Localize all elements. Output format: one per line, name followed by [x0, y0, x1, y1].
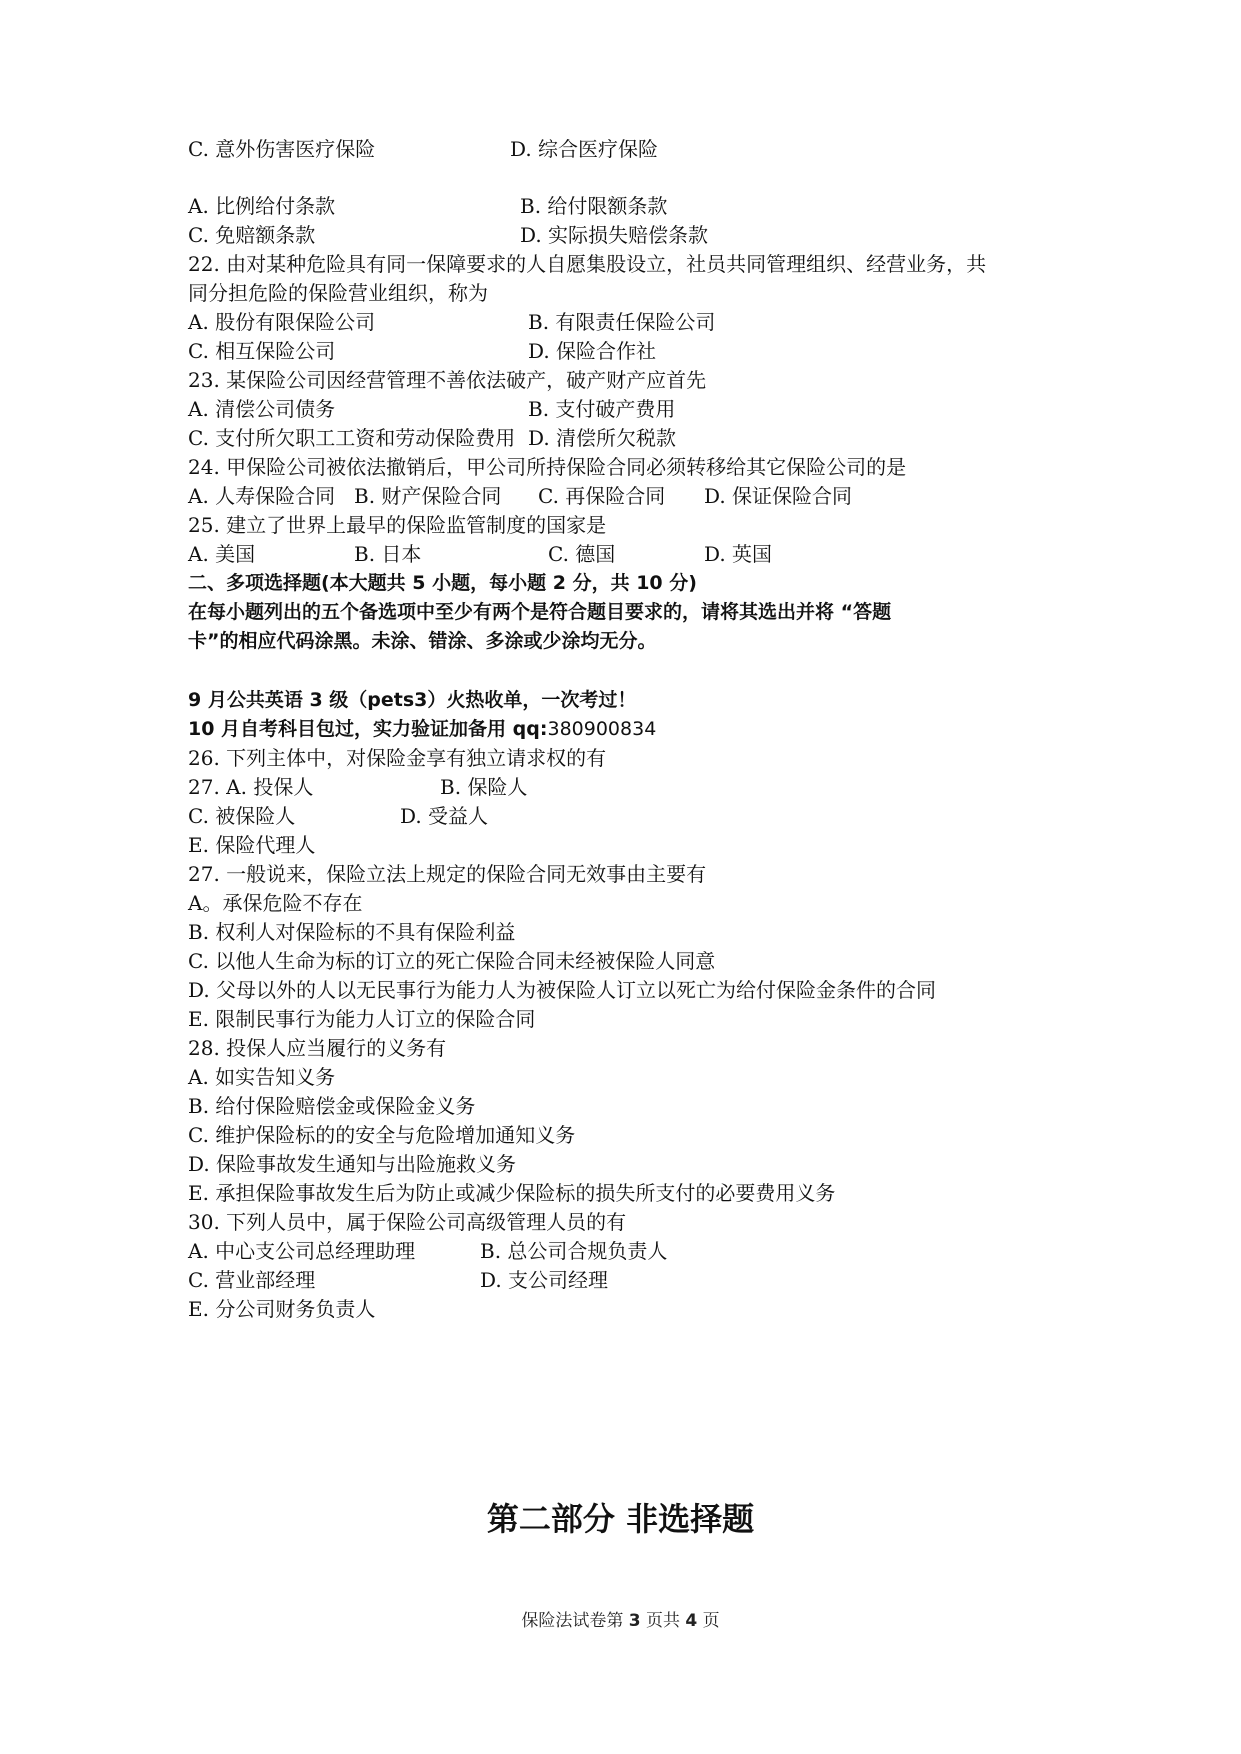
q25-option-a: A. 美国	[188, 542, 256, 566]
q21-option-a: A. 比例给付条款	[188, 194, 336, 218]
page-footer	[0, 1609, 1241, 1633]
q25-option-b: B. 日本	[354, 542, 422, 566]
q25-option-c: C. 德国	[548, 542, 616, 566]
section-2-instructions-line-2: 卡”的相应代码涂黑。未涂、错涂、多涂或少涂均无分。	[188, 630, 657, 652]
q30-option-b: B. 总公司合规负责人	[480, 1239, 668, 1263]
q27-option-b: B. 权利人对保险标的不具有保险利益	[188, 920, 516, 944]
q28-stem: 28. 投保人应当履行的义务有	[188, 1036, 447, 1060]
q22-stem-line-1: 22. 由对某种危险具有同一保障要求的人自愿集股设立，社员共同管理组织、经营业务，共	[188, 252, 987, 276]
footer-prefix: 保险法试卷第	[521, 1611, 629, 1631]
q24-option-d: D. 保证保险合同	[704, 484, 853, 508]
q23-option-b: B. 支付破产费用	[528, 397, 676, 421]
ad-line-1: 9 月公共英语 3 级（pets3）火热收单，一次考过！	[188, 689, 637, 711]
q28-option-d: D. 保险事故发生通知与出险施救义务	[188, 1152, 517, 1176]
q27-option-c: C. 以他人生命为标的订立的死亡保险合同未经被保险人同意	[188, 949, 716, 973]
footer-page-number: 3	[628, 1611, 641, 1631]
q26-option-c: C. 被保险人	[188, 804, 296, 828]
q24-option-b: B. 财产保险合同	[354, 484, 502, 508]
q20-option-c: C. 意外伤害医疗保险	[188, 137, 376, 161]
q24-option-c: C. 再保险合同	[538, 484, 666, 508]
q26-option-e: E. 保险代理人	[188, 833, 316, 857]
q30-stem: 30. 下列人员中，属于保险公司高级管理人员的有	[188, 1210, 627, 1234]
q22-stem-line-2: 同分担危险的保险营业组织，称为	[188, 281, 488, 305]
q21-option-c: C. 免赔额条款	[188, 223, 316, 247]
q26-option-a: 27. A. 投保人	[188, 775, 314, 799]
q26-option-d: D. 受益人	[400, 804, 489, 828]
q30-option-d: D. 支公司经理	[480, 1268, 609, 1292]
q20-option-d: D. 综合医疗保险	[510, 137, 659, 161]
q25-stem: 25. 建立了世界上最早的保险监管制度的国家是	[188, 513, 607, 537]
footer-suffix: 页	[697, 1611, 720, 1631]
q28-option-e: E. 承担保险事故发生后为防止或减少保险标的损失所支付的必要费用义务	[188, 1181, 836, 1205]
q27-option-a: A。承保危险不存在	[188, 891, 363, 915]
footer-middle: 页共	[640, 1611, 686, 1631]
section-2-title: 二、多项选择题(本大题共 5 小题，每小题 2 分，共 10 分)	[188, 572, 697, 594]
section-2-instructions-line-1: 在每小题列出的五个备选项中至少有两个是符合题目要求的，请将其选出并将 “答题	[188, 601, 892, 623]
q27-option-e: E. 限制民事行为能力人订立的保险合同	[188, 1007, 536, 1031]
footer-total-pages: 4	[685, 1611, 698, 1631]
q28-option-c: C. 维护保险标的的安全与危险增加通知义务	[188, 1123, 576, 1147]
q30-option-c: C. 营业部经理	[188, 1268, 316, 1292]
q28-option-a: A. 如实告知义务	[188, 1065, 336, 1089]
q24-stem: 24. 甲保险公司被依法撤销后，甲公司所持保险合同必须转移给其它保险公司的是	[188, 455, 907, 479]
q25-option-d: D. 英国	[704, 542, 773, 566]
q26-option-b: B. 保险人	[440, 775, 528, 799]
q22-option-a: A. 股份有限保险公司	[188, 310, 376, 334]
q26-stem: 26. 下列主体中，对保险金享有独立请求权的有	[188, 746, 607, 770]
q23-option-d: D. 清偿所欠税款	[528, 426, 677, 450]
q23-stem: 23. 某保险公司因经营管理不善依法破产，破产财产应首先	[188, 368, 707, 392]
q24-option-a: A. 人寿保险合同	[188, 484, 336, 508]
q22-option-d: D. 保险合作社	[528, 339, 657, 363]
q27-option-d: D. 父母以外的人以无民事行为能力人为被保险人订立以死亡为给付保险金条件的合同	[188, 978, 937, 1002]
q30-option-a: A. 中心支公司总经理助理	[188, 1239, 416, 1263]
q23-option-a: A. 清偿公司债务	[188, 397, 336, 421]
ad-line-2-text: 10 月自考科目包过，实力验证加备用 qq:	[188, 718, 548, 740]
q22-option-b: B. 有限责任保险公司	[528, 310, 716, 334]
q21-option-d: D. 实际损失赔偿条款	[520, 223, 709, 247]
q23-option-c: C. 支付所欠职工工资和劳动保险费用	[188, 426, 516, 450]
q22-option-c: C. 相互保险公司	[188, 339, 336, 363]
ad-qq-number: 380900834	[547, 718, 657, 740]
q27-stem: 27. 一般说来，保险立法上规定的保险合同无效事由主要有	[188, 862, 707, 886]
part-2-heading: 第二部分 非选择题	[486, 1500, 755, 1538]
q30-option-e: E. 分公司财务负责人	[188, 1297, 376, 1321]
q28-option-b: B. 给付保险赔偿金或保险金义务	[188, 1094, 476, 1118]
q21-option-b: B. 给付限额条款	[520, 194, 668, 218]
